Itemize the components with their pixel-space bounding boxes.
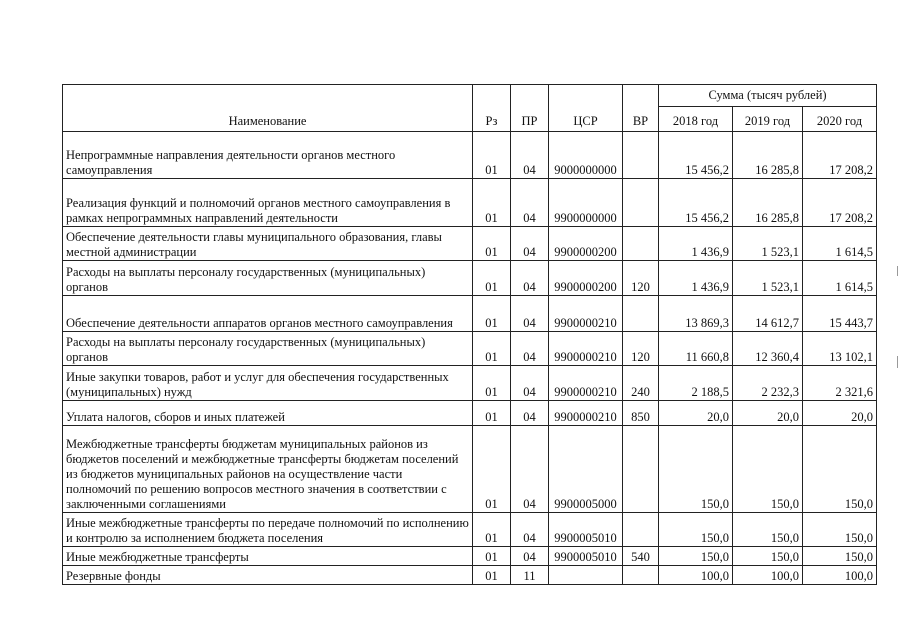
row-sum-2019: 16 285,8 [733,179,803,227]
row-rz: 01 [473,332,511,366]
header-csr: ЦСР [549,85,623,132]
row-sum-2018: 150,0 [659,547,733,566]
row-sum-2019: 1 523,1 [733,261,803,296]
row-sum-2018: 150,0 [659,426,733,513]
table-row [63,366,877,401]
row-vr: 850 [623,401,659,426]
table-row [63,566,877,585]
row-name: Расходы на выплаты персоналу государственных (муниципальных) органов [63,332,473,366]
row-rz: 01 [473,547,511,566]
row-rz: 01 [473,366,511,401]
row-rz: 01 [473,132,511,179]
row-rz: 01 [473,401,511,426]
row-name: Резервные фонды [63,566,473,585]
row-sum-2018: 150,0 [659,513,733,547]
header-year-2018: 2018 год [659,107,733,132]
row-name: Непрограммные направления деятельности органов местного самоуправления [63,132,473,179]
row-csr: 9900000210 [549,296,623,332]
row-pr: 04 [511,179,549,227]
table-row [63,261,877,296]
row-vr: 120 [623,332,659,366]
row-sum-2019: 16 285,8 [733,132,803,179]
row-sum-2018: 15 456,2 [659,132,733,179]
row-vr [623,513,659,547]
row-name: Межбюджетные трансферты бюджетам муниципальных районов из бюджетов поселений и межбюджетные трансферты бюджетам поселений из бюджетов муниципальных районов на осуществление части полномочий по решению вопросов местного значения в соответствии с заключенными соглашениями [63,426,473,513]
row-sum-2020: 150,0 [803,426,877,513]
row-csr: 9000000000 [549,132,623,179]
table-row [63,513,877,547]
row-csr [549,566,623,585]
header-rz: Рз [473,85,511,132]
row-sum-2019: 20,0 [733,401,803,426]
header-vr: ВР [623,85,659,132]
row-rz: 01 [473,179,511,227]
row-sum-2020: 13 102,1 [803,332,877,366]
row-csr: 9900005000 [549,426,623,513]
row-name: Иные межбюджетные трансферты [63,547,473,566]
row-name: Уплата налогов, сборов и иных платежей [63,401,473,426]
row-sum-2020: 2 321,6 [803,366,877,401]
row-vr [623,132,659,179]
row-sum-2019: 100,0 [733,566,803,585]
header-sum-group: Сумма (тысяч рублей) [659,85,877,107]
row-sum-2019: 12 360,4 [733,332,803,366]
row-pr: 04 [511,227,549,261]
row-rz: 01 [473,426,511,513]
row-vr [623,227,659,261]
header-year-2020: 2020 год [803,107,877,132]
row-pr: 04 [511,132,549,179]
row-vr [623,179,659,227]
row-sum-2020: 150,0 [803,513,877,547]
row-sum-2018: 15 456,2 [659,179,733,227]
row-vr [623,426,659,513]
row-sum-2018: 1 436,9 [659,261,733,296]
table-row [63,401,877,426]
row-sum-2018: 20,0 [659,401,733,426]
row-vr: 540 [623,547,659,566]
row-name: Иные межбюджетные трансферты по передаче полномочий по исполнению и контролю за исполнением бюджета поселения [63,513,473,547]
row-sum-2020: 1 614,5 [803,261,877,296]
row-csr: 9900000210 [549,401,623,426]
table-row [63,227,877,261]
margin-mark [897,356,898,368]
header-pr: ПР [511,85,549,132]
row-pr: 04 [511,261,549,296]
row-pr: 04 [511,513,549,547]
table-body [63,132,877,585]
row-sum-2020: 17 208,2 [803,179,877,227]
row-sum-2019: 150,0 [733,426,803,513]
row-sum-2019: 2 232,3 [733,366,803,401]
row-name: Обеспечение деятельности аппаратов органов местного самоуправления [63,296,473,332]
row-sum-2018: 1 436,9 [659,227,733,261]
row-csr: 9900005010 [549,547,623,566]
row-csr: 9900000200 [549,261,623,296]
row-sum-2018: 11 660,8 [659,332,733,366]
row-sum-2020: 150,0 [803,547,877,566]
row-sum-2020: 1 614,5 [803,227,877,261]
table-row [63,179,877,227]
row-sum-2019: 150,0 [733,547,803,566]
row-pr: 11 [511,566,549,585]
row-csr: 9900000000 [549,179,623,227]
row-name: Иные закупки товаров, работ и услуг для обеспечения государственных (муниципальных) нужд [63,366,473,401]
row-rz: 01 [473,261,511,296]
row-csr: 9900005010 [549,513,623,547]
row-vr: 240 [623,366,659,401]
row-vr: 120 [623,261,659,296]
row-pr: 04 [511,332,549,366]
row-sum-2019: 14 612,7 [733,296,803,332]
row-sum-2018: 2 188,5 [659,366,733,401]
table-row [63,296,877,332]
table-row [63,426,877,513]
row-pr: 04 [511,426,549,513]
row-rz: 01 [473,227,511,261]
row-pr: 04 [511,547,549,566]
row-vr [623,566,659,585]
row-vr [623,296,659,332]
row-sum-2020: 100,0 [803,566,877,585]
header-year-2019: 2019 год [733,107,803,132]
row-sum-2019: 1 523,1 [733,227,803,261]
budget-table [62,84,877,585]
row-csr: 9900000200 [549,227,623,261]
row-sum-2020: 17 208,2 [803,132,877,179]
row-sum-2018: 100,0 [659,566,733,585]
margin-mark [897,266,898,276]
row-sum-2020: 15 443,7 [803,296,877,332]
row-name: Реализация функций и полномочий органов местного самоуправления в рамках непрограммных направлений деятельности [63,179,473,227]
row-rz: 01 [473,296,511,332]
row-rz: 01 [473,513,511,547]
row-pr: 04 [511,366,549,401]
row-pr: 04 [511,296,549,332]
header-name: Наименование [63,85,473,132]
row-rz: 01 [473,566,511,585]
row-csr: 9900000210 [549,366,623,401]
row-sum-2020: 20,0 [803,401,877,426]
table-row [63,132,877,179]
row-name: Обеспечение деятельности главы муниципального образования, главы местной администрации [63,227,473,261]
row-sum-2018: 13 869,3 [659,296,733,332]
table-row [63,547,877,566]
row-name: Расходы на выплаты персоналу государственных (муниципальных) органов [63,261,473,296]
row-csr: 9900000210 [549,332,623,366]
header-row-top [63,85,877,107]
row-pr: 04 [511,401,549,426]
table-row [63,332,877,366]
row-sum-2019: 150,0 [733,513,803,547]
